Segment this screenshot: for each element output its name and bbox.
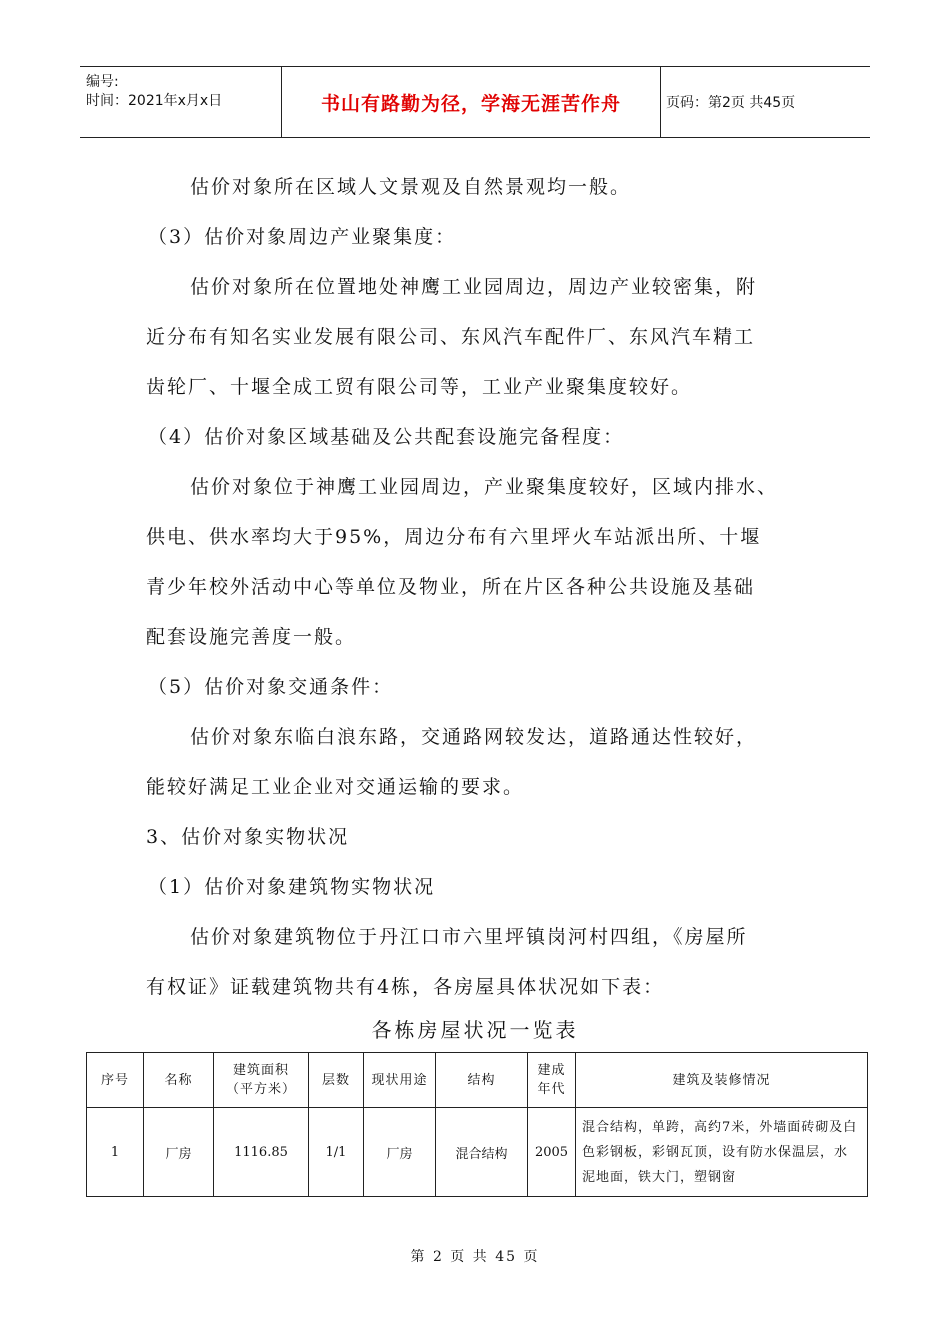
- header-cell: 建筑面积 （平方米）: [214, 1053, 309, 1108]
- table-cell-description: 混合结构，单跨，高约7米，外墙面砖砌及白色彩钢板，彩钢瓦顶，设有防水保温层，水泥地面，铁大门，塑钢窗: [576, 1108, 868, 1197]
- header-slogan: 书山有路勤为径，学海无涯苦作舟: [281, 67, 661, 137]
- table-cell: 2005: [528, 1108, 576, 1197]
- header-cell: 现状用途: [364, 1053, 436, 1108]
- house-status-table: [86, 1052, 868, 1197]
- table-cell: 混合结构: [436, 1108, 528, 1197]
- table-cell: 厂房: [364, 1108, 436, 1197]
- header-cell: 名称: [144, 1053, 214, 1108]
- section-heading: （5）估价对象交通条件：: [148, 676, 394, 698]
- header-cell: 建筑及装修情况: [576, 1053, 868, 1108]
- paragraph: 供电、供水率均大于95%，周边分布有六里坪火车站派出所、十堰: [146, 526, 762, 548]
- paragraph: 近分布有知名实业发展有限公司、东风汽车配件厂、东风汽车精工: [146, 326, 756, 348]
- header-cell: 序号: [87, 1053, 144, 1108]
- header-cell: 结构: [436, 1053, 528, 1108]
- table-cell: 1/1: [309, 1108, 364, 1197]
- header-cell: 层数: [309, 1053, 364, 1108]
- table-title: 各栋房屋状况一览表: [371, 1018, 579, 1042]
- paragraph: 齿轮厂、十堰全成工贸有限公司等，工业产业聚集度较好。: [146, 376, 693, 398]
- header-cell: 建成 年代: [528, 1053, 576, 1108]
- table-header-row: [87, 1053, 868, 1108]
- paragraph: 估价对象位于神鹰工业园周边，产业聚集度较好，区域内排水、: [190, 476, 779, 498]
- paragraph: 能较好满足工业企业对交通运输的要求。: [146, 776, 525, 798]
- section-heading: （4）估价对象区域基础及公共配套设施完备程度：: [148, 426, 625, 448]
- paragraph: 有权证》证载建筑物共有4栋，各房屋具体状况如下表：: [146, 976, 665, 998]
- paragraph: 配套设施完善度一般。: [146, 626, 357, 648]
- section-heading: （1）估价对象建筑物实物状况: [148, 876, 436, 898]
- paragraph: 估价对象东临白浪东路，交通路网较发达，道路通达性较好，: [190, 726, 758, 748]
- page-footer: 第 2 页 共 45 页: [410, 1249, 540, 1265]
- section-heading: （3）估价对象周边产业聚集度：: [148, 226, 457, 248]
- paragraph: 估价对象建筑物位于丹江口市六里坪镇岗河村四组，《房屋所: [190, 926, 748, 948]
- table-cell: 厂房: [144, 1108, 214, 1197]
- header-meta: [80, 67, 280, 137]
- document-date-label: 时间：2021年x月x日: [86, 93, 223, 109]
- paragraph: 估价对象所在位置地处神鹰工业园周边，周边产业较密集，附: [190, 276, 758, 298]
- page-header: [80, 66, 870, 138]
- header-page-number: 页码：第2页 共45页: [666, 95, 796, 111]
- table-cell: 1: [87, 1108, 144, 1197]
- section-heading: 3、估价对象实物状况: [146, 826, 350, 848]
- paragraph: 估价对象所在区域人文景观及自然景观均一般。: [190, 176, 632, 198]
- paragraph: 青少年校外活动中心等单位及物业，所在片区各种公共设施及基础: [146, 576, 756, 598]
- table-cell: 1116.85: [214, 1108, 309, 1197]
- document-number-label: 编号:: [86, 74, 119, 90]
- table-row: [87, 1108, 868, 1197]
